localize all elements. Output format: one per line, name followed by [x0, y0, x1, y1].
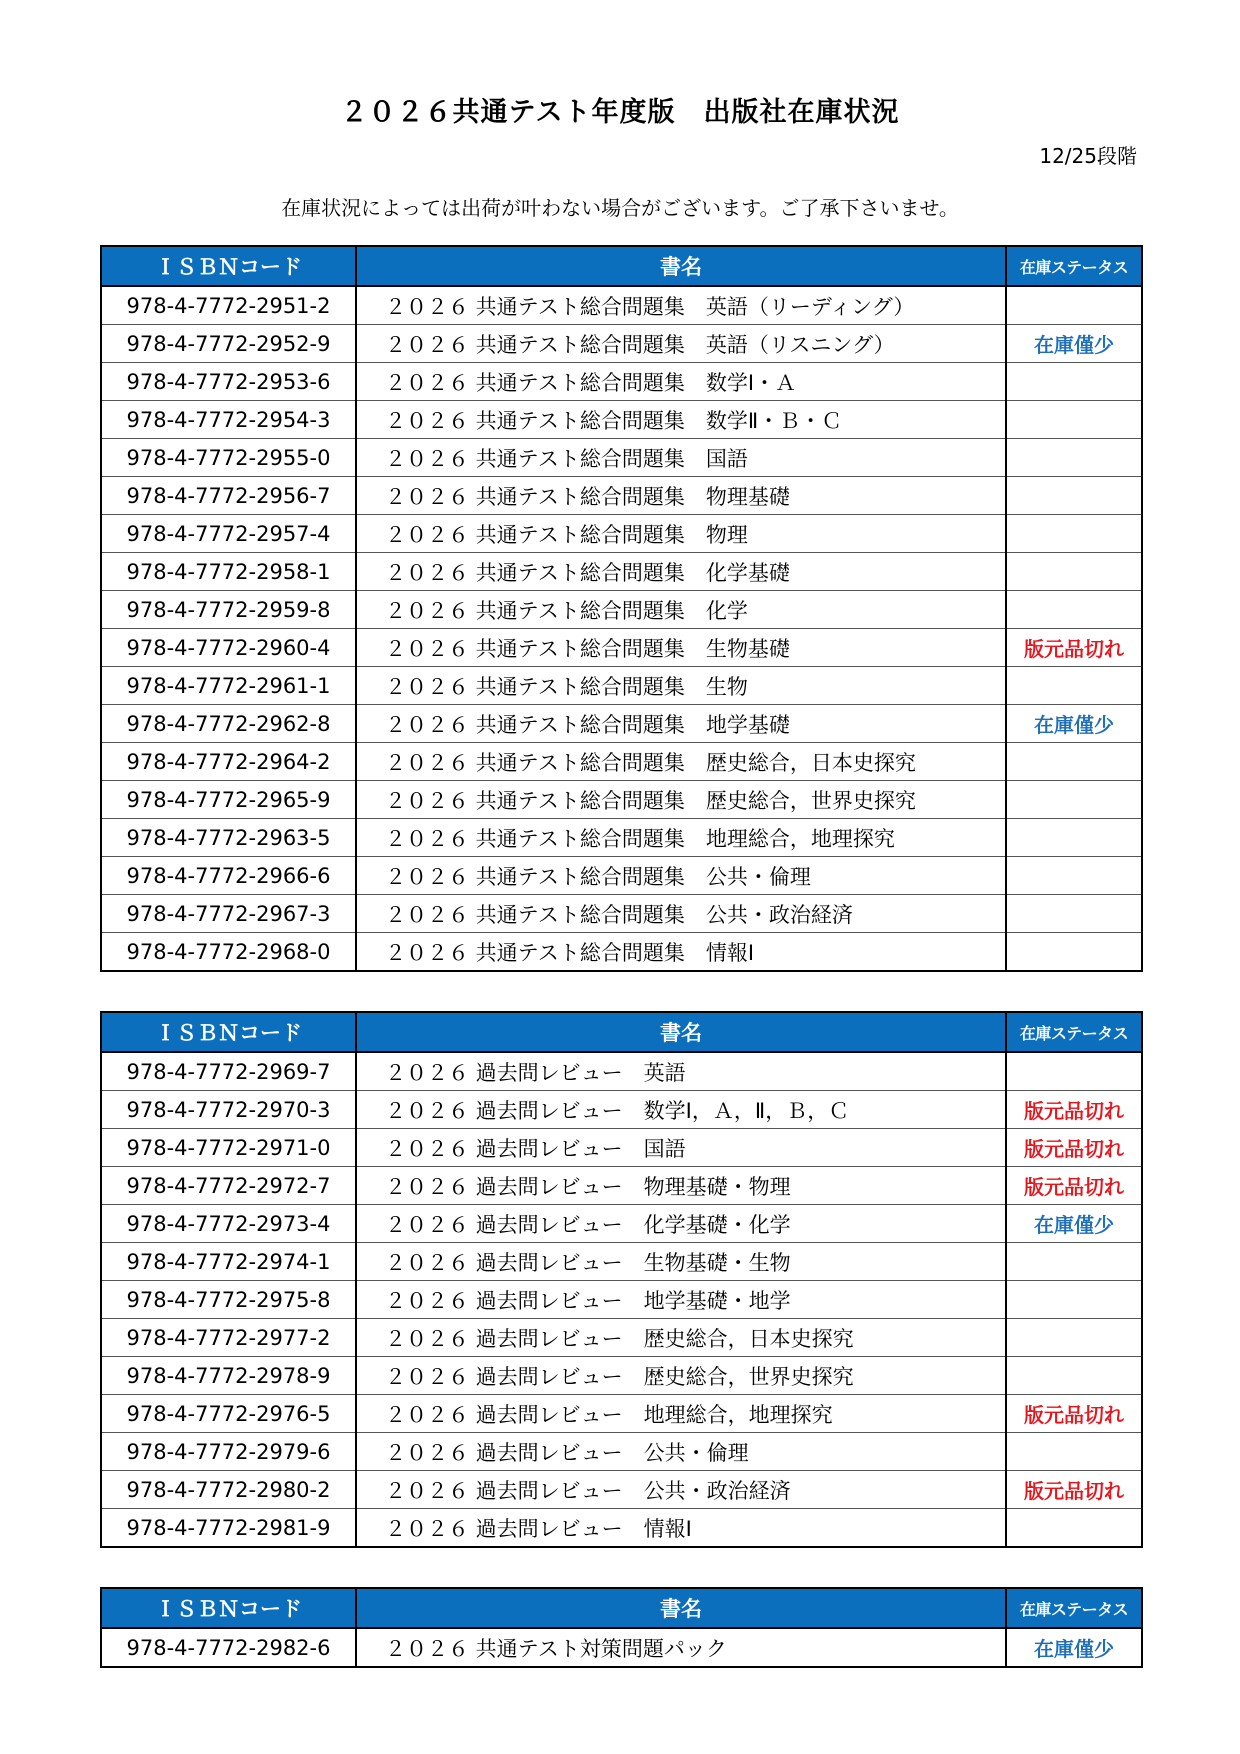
table-row	[101, 1129, 1142, 1167]
table-row	[101, 1509, 1142, 1548]
title-cell: ２０２６ 共通テスト総合問題集 国語	[356, 439, 1006, 477]
table-row	[101, 781, 1142, 819]
table-header-row	[101, 1012, 1142, 1052]
table-row	[101, 933, 1142, 972]
title-cell: ２０２６ 共通テスト総合問題集 地理総合，地理探究	[356, 819, 1006, 857]
table-header-row	[101, 1588, 1142, 1628]
isbn-cell: 978-4-7772-2960-4	[101, 629, 356, 667]
title-cell: ２０２６ 過去問レビュー 国語	[356, 1129, 1006, 1167]
stock-status-cell	[1006, 667, 1142, 705]
title-cell: ２０２６ 過去問レビュー 公共・政治経済	[356, 1471, 1006, 1509]
isbn-cell: 978-4-7772-2976-5	[101, 1395, 356, 1433]
table-row	[101, 1433, 1142, 1471]
table-row	[101, 857, 1142, 895]
title-cell: ２０２６ 共通テスト総合問題集 地学基礎	[356, 705, 1006, 743]
stock-status-cell: 在庫僅少	[1006, 325, 1142, 363]
isbn-cell: 978-4-7772-2973-4	[101, 1205, 356, 1243]
table-row	[101, 1243, 1142, 1281]
status-column-header: 在庫ステータス	[1006, 246, 1142, 286]
table-row	[101, 1091, 1142, 1129]
isbn-column-header: ＩＳＢＮコード	[101, 1588, 356, 1628]
stock-status-cell	[1006, 1509, 1142, 1548]
stock-status-cell	[1006, 401, 1142, 439]
title-cell: ２０２６ 共通テスト総合問題集 英語（リーディング）	[356, 286, 1006, 325]
title-cell: ２０２６ 共通テスト総合問題集 歴史総合，世界史探究	[356, 781, 1006, 819]
isbn-cell: 978-4-7772-2951-2	[101, 286, 356, 325]
table-row	[101, 401, 1142, 439]
table-header-row	[101, 246, 1142, 286]
table-row	[101, 667, 1142, 705]
stock-status-cell: 版元品切れ	[1006, 1091, 1142, 1129]
title-cell: ２０２６ 共通テスト総合問題集 数学Ⅱ・Ｂ・Ｃ	[356, 401, 1006, 439]
isbn-cell: 978-4-7772-2957-4	[101, 515, 356, 553]
table-row	[101, 1395, 1142, 1433]
table-row	[101, 553, 1142, 591]
stock-status-cell	[1006, 439, 1142, 477]
isbn-cell: 978-4-7772-2952-9	[101, 325, 356, 363]
title-cell: ２０２６ 共通テスト総合問題集 歴史総合，日本史探究	[356, 743, 1006, 781]
table-row	[101, 286, 1142, 325]
isbn-cell: 978-4-7772-2954-3	[101, 401, 356, 439]
status-date: 12/25段階	[1039, 144, 1137, 168]
stock-table-past-review	[100, 1011, 1143, 1548]
isbn-cell: 978-4-7772-2965-9	[101, 781, 356, 819]
table-row	[101, 1319, 1142, 1357]
isbn-cell: 978-4-7772-2971-0	[101, 1129, 356, 1167]
status-column-header: 在庫ステータス	[1006, 1012, 1142, 1052]
isbn-cell: 978-4-7772-2964-2	[101, 743, 356, 781]
title-cell: ２０２６ 過去問レビュー 物理基礎・物理	[356, 1167, 1006, 1205]
table-row	[101, 439, 1142, 477]
isbn-cell: 978-4-7772-2980-2	[101, 1471, 356, 1509]
isbn-cell: 978-4-7772-2958-1	[101, 553, 356, 591]
stock-status-cell	[1006, 1319, 1142, 1357]
isbn-column-header: ＩＳＢＮコード	[101, 1012, 356, 1052]
stock-table-comprehensive	[100, 245, 1143, 972]
table-row	[101, 1281, 1142, 1319]
stock-table-pack	[100, 1587, 1143, 1668]
stock-status-cell	[1006, 1243, 1142, 1281]
title-cell: ２０２６ 過去問レビュー 公共・倫理	[356, 1433, 1006, 1471]
stock-status-cell	[1006, 363, 1142, 401]
title-column-header: 書名	[356, 246, 1006, 286]
stock-status-cell	[1006, 591, 1142, 629]
table-row	[101, 1628, 1142, 1667]
title-cell: ２０２６ 共通テスト総合問題集 数学Ⅰ・Ａ	[356, 363, 1006, 401]
isbn-cell: 978-4-7772-2955-0	[101, 439, 356, 477]
stock-status-cell	[1006, 1281, 1142, 1319]
isbn-cell: 978-4-7772-2982-6	[101, 1628, 356, 1667]
table-row	[101, 363, 1142, 401]
title-cell: ２０２６ 共通テスト総合問題集 英語（リスニング）	[356, 325, 1006, 363]
stock-status-cell	[1006, 933, 1142, 972]
table-row	[101, 591, 1142, 629]
table-row	[101, 705, 1142, 743]
isbn-cell: 978-4-7772-2970-3	[101, 1091, 356, 1129]
table-row	[101, 515, 1142, 553]
status-column-header: 在庫ステータス	[1006, 1588, 1142, 1628]
isbn-cell: 978-4-7772-2979-6	[101, 1433, 356, 1471]
table-row	[101, 819, 1142, 857]
isbn-cell: 978-4-7772-2967-3	[101, 895, 356, 933]
isbn-column-header: ＩＳＢＮコード	[101, 246, 356, 286]
stock-status-cell	[1006, 743, 1142, 781]
stock-status-cell	[1006, 515, 1142, 553]
stock-status-cell	[1006, 477, 1142, 515]
table-row	[101, 1205, 1142, 1243]
title-cell: ２０２６ 過去問レビュー 歴史総合，世界史探究	[356, 1357, 1006, 1395]
title-cell: ２０２６ 過去問レビュー 生物基礎・生物	[356, 1243, 1006, 1281]
table-row	[101, 895, 1142, 933]
table-row	[101, 1052, 1142, 1091]
stock-status-cell: 在庫僅少	[1006, 705, 1142, 743]
table-row	[101, 1167, 1142, 1205]
title-cell: ２０２６ 共通テスト総合問題集 公共・政治経済	[356, 895, 1006, 933]
table-row	[101, 1471, 1142, 1509]
title-cell: ２０２６ 共通テスト総合問題集 化学基礎	[356, 553, 1006, 591]
stock-status-cell: 版元品切れ	[1006, 1395, 1142, 1433]
stock-status-cell	[1006, 895, 1142, 933]
title-column-header: 書名	[356, 1588, 1006, 1628]
isbn-cell: 978-4-7772-2963-5	[101, 819, 356, 857]
stock-status-cell	[1006, 1052, 1142, 1091]
stock-status-cell: 在庫僅少	[1006, 1628, 1142, 1667]
table-row	[101, 629, 1142, 667]
page-title: ２０２６共通テスト年度版 出版社在庫状況	[340, 97, 900, 128]
stock-status-cell: 版元品切れ	[1006, 1129, 1142, 1167]
isbn-cell: 978-4-7772-2972-7	[101, 1167, 356, 1205]
isbn-cell: 978-4-7772-2953-6	[101, 363, 356, 401]
title-cell: ２０２６ 共通テスト対策問題パック	[356, 1628, 1006, 1667]
title-cell: ２０２６ 共通テスト総合問題集 物理基礎	[356, 477, 1006, 515]
title-cell: ２０２６ 共通テスト総合問題集 生物基礎	[356, 629, 1006, 667]
title-cell: ２０２６ 過去問レビュー 地学基礎・地学	[356, 1281, 1006, 1319]
title-cell: ２０２６ 過去問レビュー 地理総合，地理探究	[356, 1395, 1006, 1433]
table-row	[101, 743, 1142, 781]
isbn-cell: 978-4-7772-2981-9	[101, 1509, 356, 1548]
isbn-cell: 978-4-7772-2959-8	[101, 591, 356, 629]
stock-status-cell: 版元品切れ	[1006, 1167, 1142, 1205]
stock-status-cell	[1006, 1357, 1142, 1395]
table-row	[101, 477, 1142, 515]
isbn-cell: 978-4-7772-2956-7	[101, 477, 356, 515]
stock-status-cell	[1006, 857, 1142, 895]
title-cell: ２０２６ 共通テスト総合問題集 物理	[356, 515, 1006, 553]
stock-status-cell	[1006, 781, 1142, 819]
title-cell: ２０２６ 過去問レビュー 歴史総合，日本史探究	[356, 1319, 1006, 1357]
stock-status-cell	[1006, 1433, 1142, 1471]
stock-status-cell: 在庫僅少	[1006, 1205, 1142, 1243]
table-row	[101, 325, 1142, 363]
title-cell: ２０２６ 共通テスト総合問題集 情報Ⅰ	[356, 933, 1006, 972]
isbn-cell: 978-4-7772-2975-8	[101, 1281, 356, 1319]
stock-status-cell: 版元品切れ	[1006, 629, 1142, 667]
isbn-cell: 978-4-7772-2962-8	[101, 705, 356, 743]
stock-status-cell	[1006, 286, 1142, 325]
title-cell: ２０２６ 過去問レビュー 化学基礎・化学	[356, 1205, 1006, 1243]
title-cell: ２０２６ 過去問レビュー 英語	[356, 1052, 1006, 1091]
stock-status-cell	[1006, 819, 1142, 857]
title-cell: ２０２６ 共通テスト総合問題集 公共・倫理	[356, 857, 1006, 895]
stock-status-cell	[1006, 553, 1142, 591]
stock-status-cell: 版元品切れ	[1006, 1471, 1142, 1509]
title-cell: ２０２６ 共通テスト総合問題集 化学	[356, 591, 1006, 629]
isbn-cell: 978-4-7772-2974-1	[101, 1243, 356, 1281]
isbn-cell: 978-4-7772-2969-7	[101, 1052, 356, 1091]
title-cell: ２０２６ 過去問レビュー 情報Ⅰ	[356, 1509, 1006, 1548]
isbn-cell: 978-4-7772-2961-1	[101, 667, 356, 705]
title-cell: ２０２６ 共通テスト総合問題集 生物	[356, 667, 1006, 705]
isbn-cell: 978-4-7772-2968-0	[101, 933, 356, 972]
title-column-header: 書名	[356, 1012, 1006, 1052]
isbn-cell: 978-4-7772-2978-9	[101, 1357, 356, 1395]
title-cell: ２０２６ 過去問レビュー 数学Ⅰ，Ａ，Ⅱ，Ｂ，Ｃ	[356, 1091, 1006, 1129]
isbn-cell: 978-4-7772-2966-6	[101, 857, 356, 895]
isbn-cell: 978-4-7772-2977-2	[101, 1319, 356, 1357]
table-row	[101, 1357, 1142, 1395]
notice-text: 在庫状況によっては出荷が叶わない場合がございます。ご了承下さいませ。	[281, 196, 959, 220]
